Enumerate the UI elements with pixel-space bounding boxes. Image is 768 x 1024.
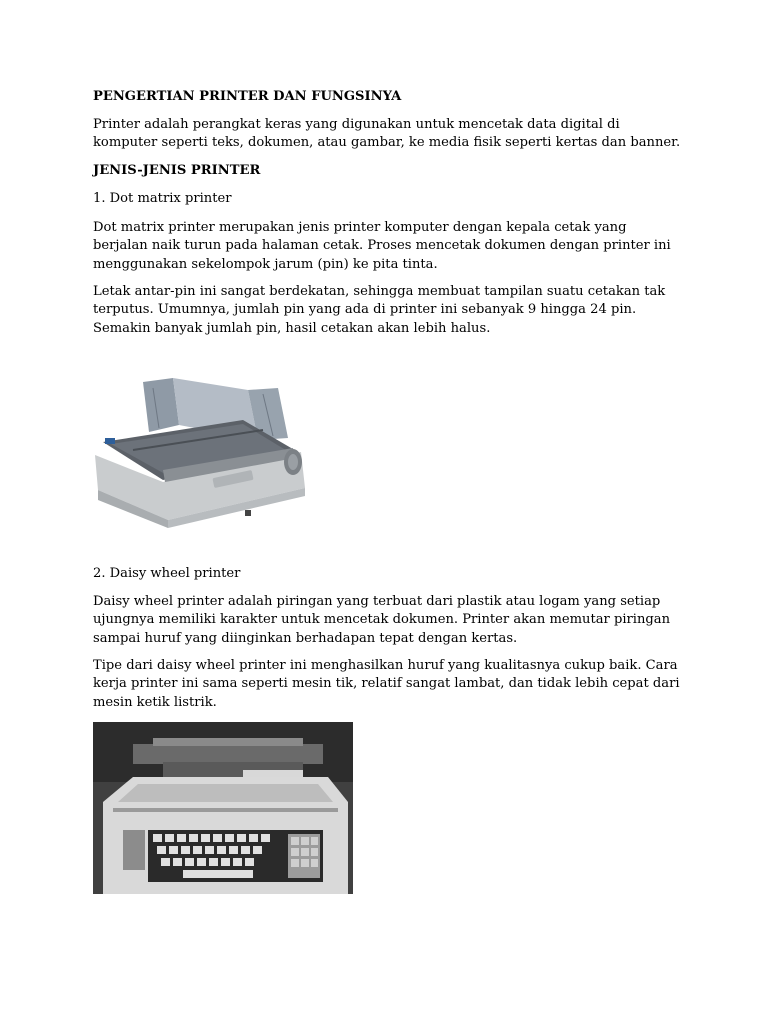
daisy-wheel-heading: 2. Daisy wheel printer [93, 566, 241, 581]
dot-matrix-paragraph-2: Letak antar-pin ini sangat berdekatan, sehingga membuat tampilan suatu cetakan tak terputus. Umumnya, jumlah pin yang ada di printer ini sebanyak 9 hingga 24 pin. Semakin banyak jumlah pin, hasil cetakan akan lebih halus. [93, 284, 666, 336]
daisy-wheel-paragraph-2: Tipe dari daisy wheel printer ini menghasilkan huruf yang kualitasnya cukup baik. Cara kerja printer ini sama seperti mesin tik, relatif sangat lambat, dan tidak lebih cepat dari mesin ketik listrik. [93, 658, 680, 710]
dot-matrix-printer-image [93, 370, 315, 530]
document-title: PENGERTIAN PRINTER DAN FUNGSINYA [93, 89, 402, 104]
dot-matrix-paragraph-1: Dot matrix printer merupakan jenis printer komputer dengan kepala cetak yang berjalan naik turun pada halaman cetak. Proses mencetak dokumen dengan printer ini menggunakan sekelompok jarum (pin) ke pita tinta. [93, 220, 671, 272]
section-heading: JENIS-JENIS PRINTER [93, 163, 261, 178]
dot-matrix-heading: 1. Dot matrix printer [93, 191, 232, 206]
daisy-wheel-printer-image [93, 722, 353, 894]
intro-paragraph: Printer adalah perangkat keras yang digunakan untuk mencetak data digital di komputer seperti teks, dokumen, atau gambar, ke media fisik seperti kertas dan banner. [93, 117, 681, 151]
daisy-wheel-paragraph-1: Daisy wheel printer adalah piringan yang terbuat dari plastik atau logam yang setiap ujungnya memiliki karakter untuk mencetak dokumen. Printer akan memutar piringan sampai huruf yang diinginkan berhadapan tepat dengan kertas. [93, 594, 671, 646]
